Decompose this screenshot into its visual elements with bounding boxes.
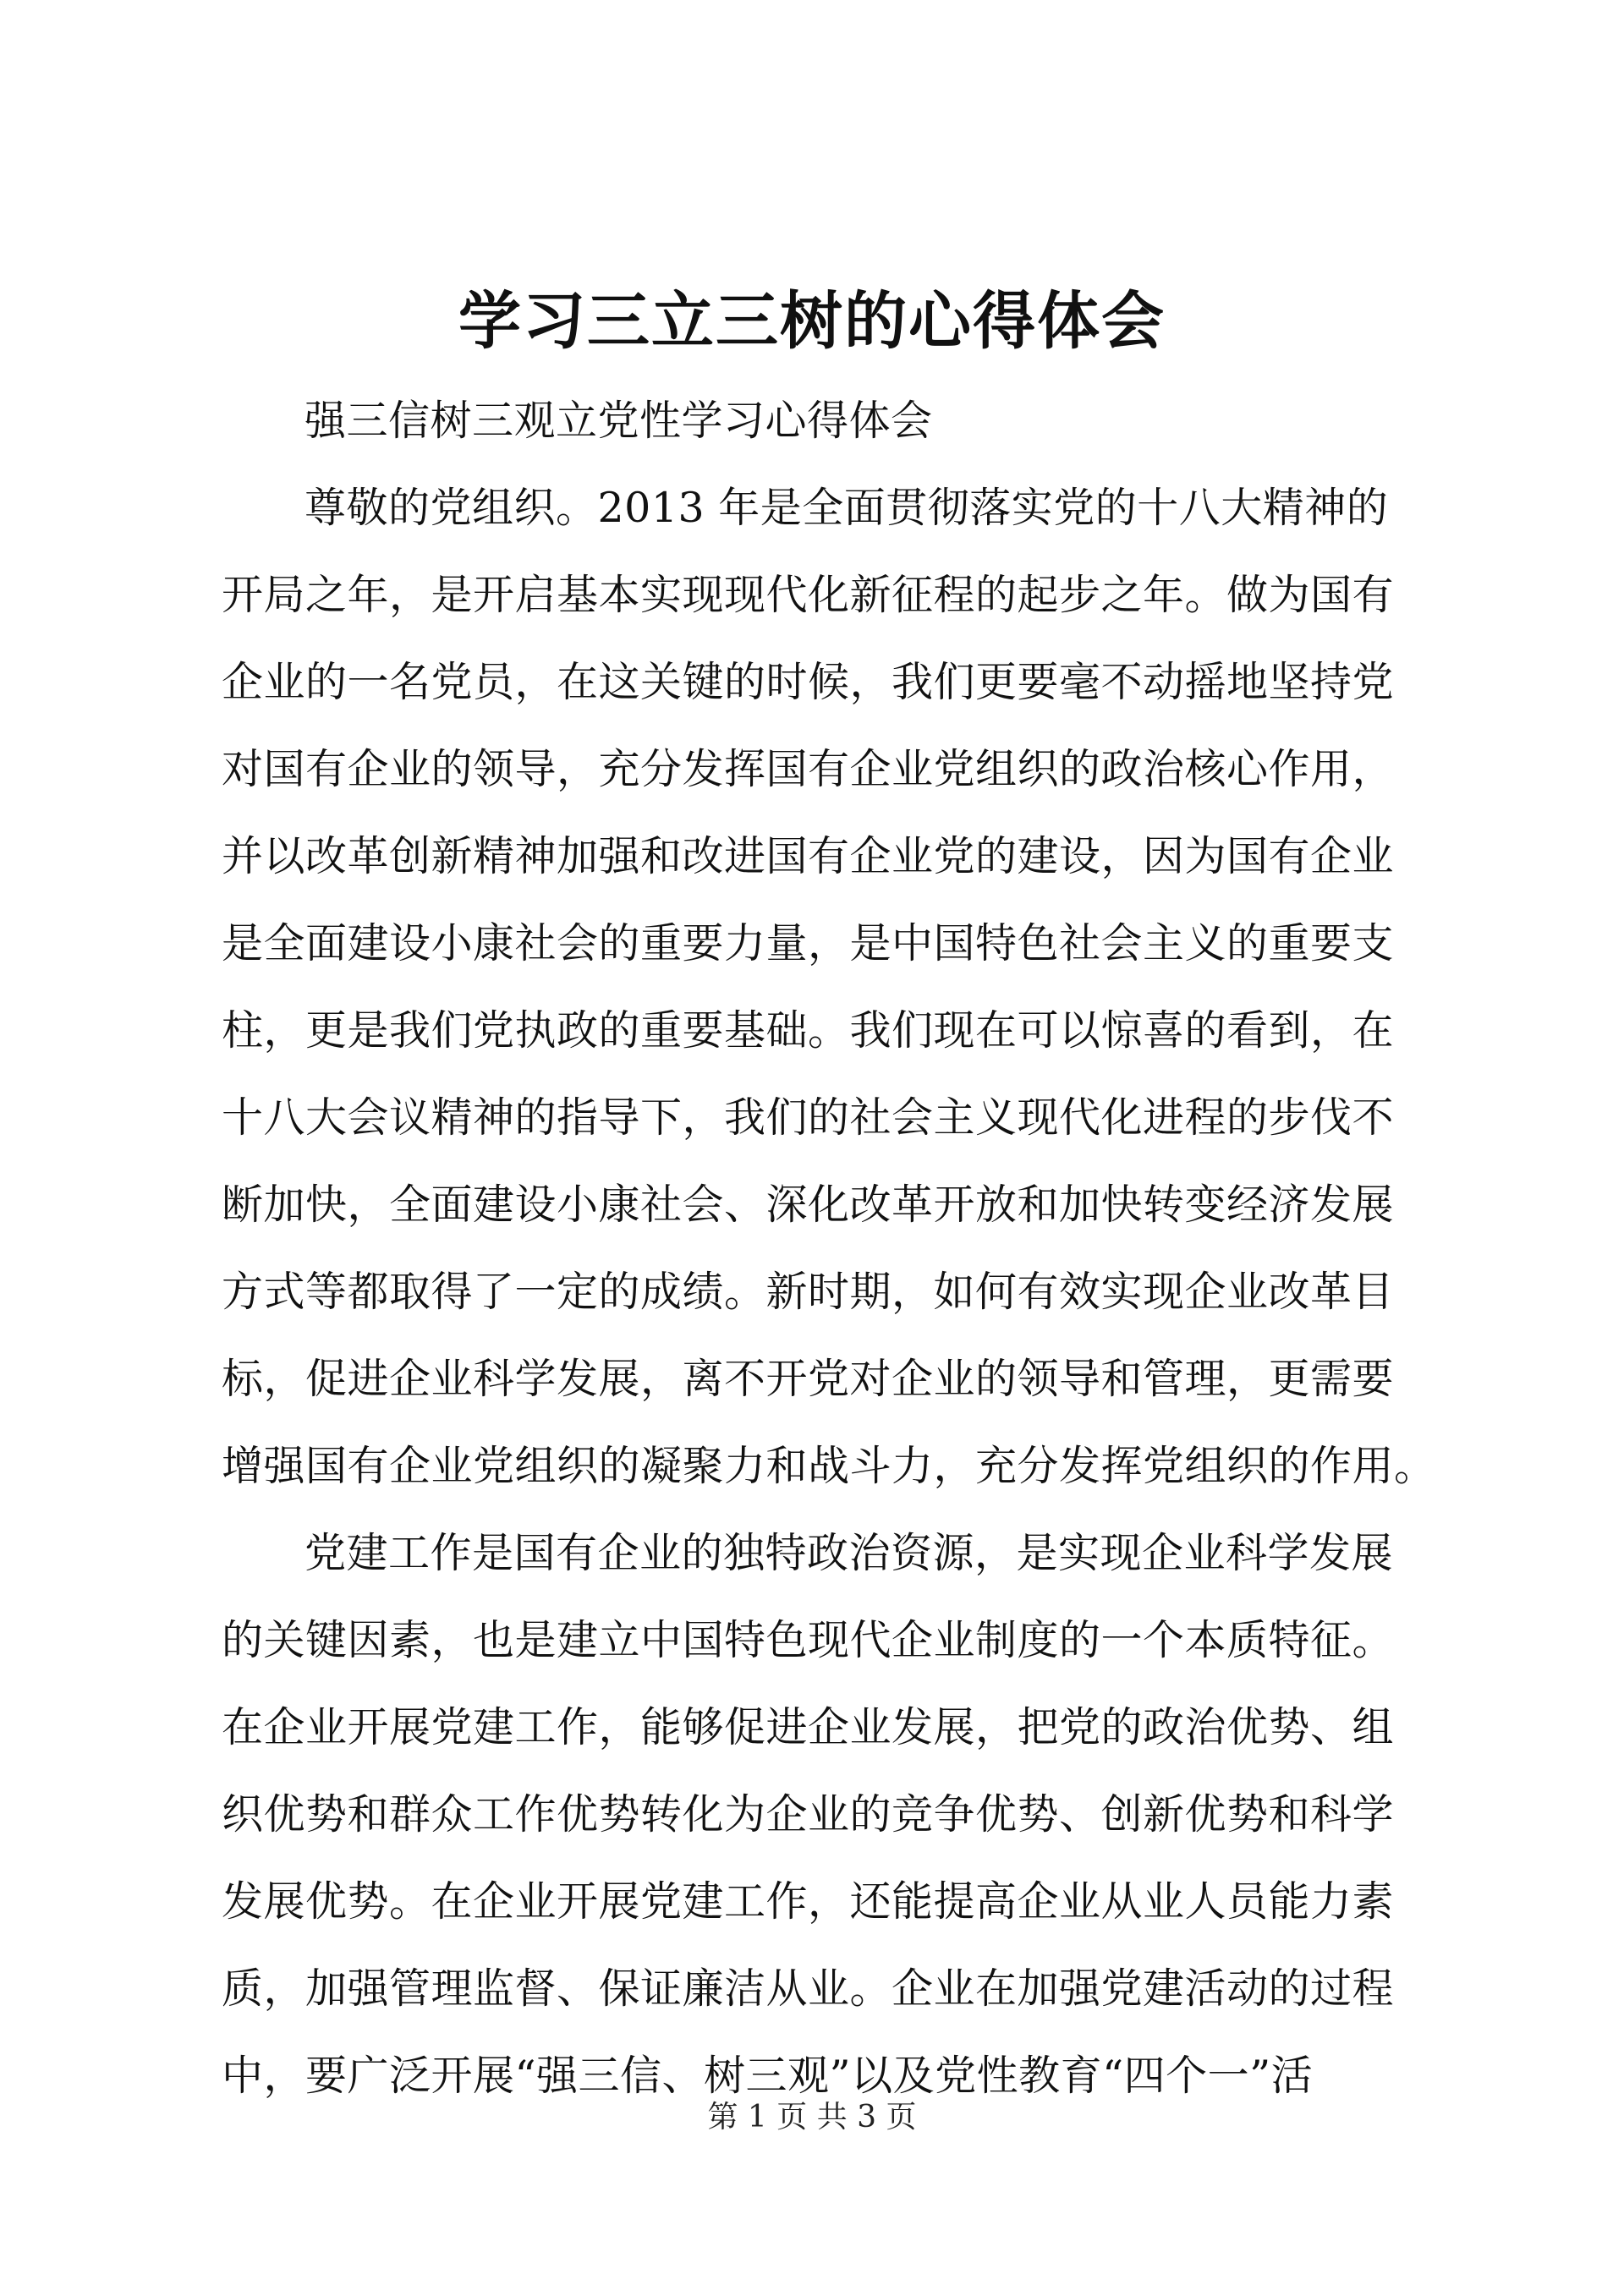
paragraph-2-line: 党建工作是国有企业的独特政治资源，是实现企业科学发展 [304,1529,1394,1577]
paragraph-1-line: 断加快，全面建设小康社会、深化改革开放和加快转变经济发展 [222,1181,1395,1229]
paragraph-2-line: 在企业开展党建工作，能够促进企业发展，把党的政治优势、组 [222,1703,1395,1751]
paragraph-1-line: 增强国有企业党组织的凝聚力和战斗力，充分发挥党组织的作用。 [222,1442,1436,1490]
paragraph-2-line: 发展优势。在企业开展党建工作，还能提高企业从业人员能力素 [222,1877,1395,1926]
paragraph-2-line: 的关键因素，也是建立中国特色现代企业制度的一个本质特征。 [222,1616,1395,1664]
paragraph-1-line: 柱，更是我们党执政的重要基础。我们现在可以惊喜的看到，在 [222,1006,1395,1055]
paragraph-1-line: 尊敬的党组织。2013 年是全面贯彻落实党的十八大精神的 [304,484,1389,532]
paragraph-2-line: 质，加强管理监督、保证廉洁从业。企业在加强党建活动的过程 [222,1964,1395,2013]
paragraph-1-line: 对国有企业的领导，充分发挥国有企业党组织的政治核心作用， [222,745,1395,793]
paragraph-1-line: 企业的一名党员，在这关键的时候，我们更要毫不动摇地坚持党 [222,658,1395,706]
paragraph-1-line: 标，促进企业科学发展，离不开党对企业的领导和管理，更需要 [222,1355,1395,1403]
subtitle-line: 强三信树三观立党性学习心得体会 [304,397,933,445]
document-body [222,377,1436,2119]
paragraph-1-line: 方式等都取得了一定的成绩。新时期，如何有效实现企业改革目 [222,1268,1395,1316]
paragraph-1-line: 开局之年，是开启基本实现现代化新征程的起步之年。做为国有 [222,571,1395,619]
paragraph-1-line: 是全面建设小康社会的重要力量，是中国特色社会主义的重要支 [222,919,1395,967]
paragraph-1-line: 并以改革创新精神加强和改进国有企业党的建设，因为国有企业 [222,832,1395,880]
paragraph-2-line: 织优势和群众工作优势转化为企业的竞争优势、创新优势和科学 [222,1790,1395,1838]
paragraph-1-line: 十八大会议精神的指导下，我们的社会主义现代化进程的步伐不 [222,1093,1395,1142]
paragraph-2-line: 中，要广泛开展“强三信、树三观”以及党性教育“四个一”活 [222,2052,1314,2100]
document-title: 学习三立三树的心得体会 [458,285,1166,358]
page-number-footer: 第 1 页 共 3 页 [707,2100,917,2134]
